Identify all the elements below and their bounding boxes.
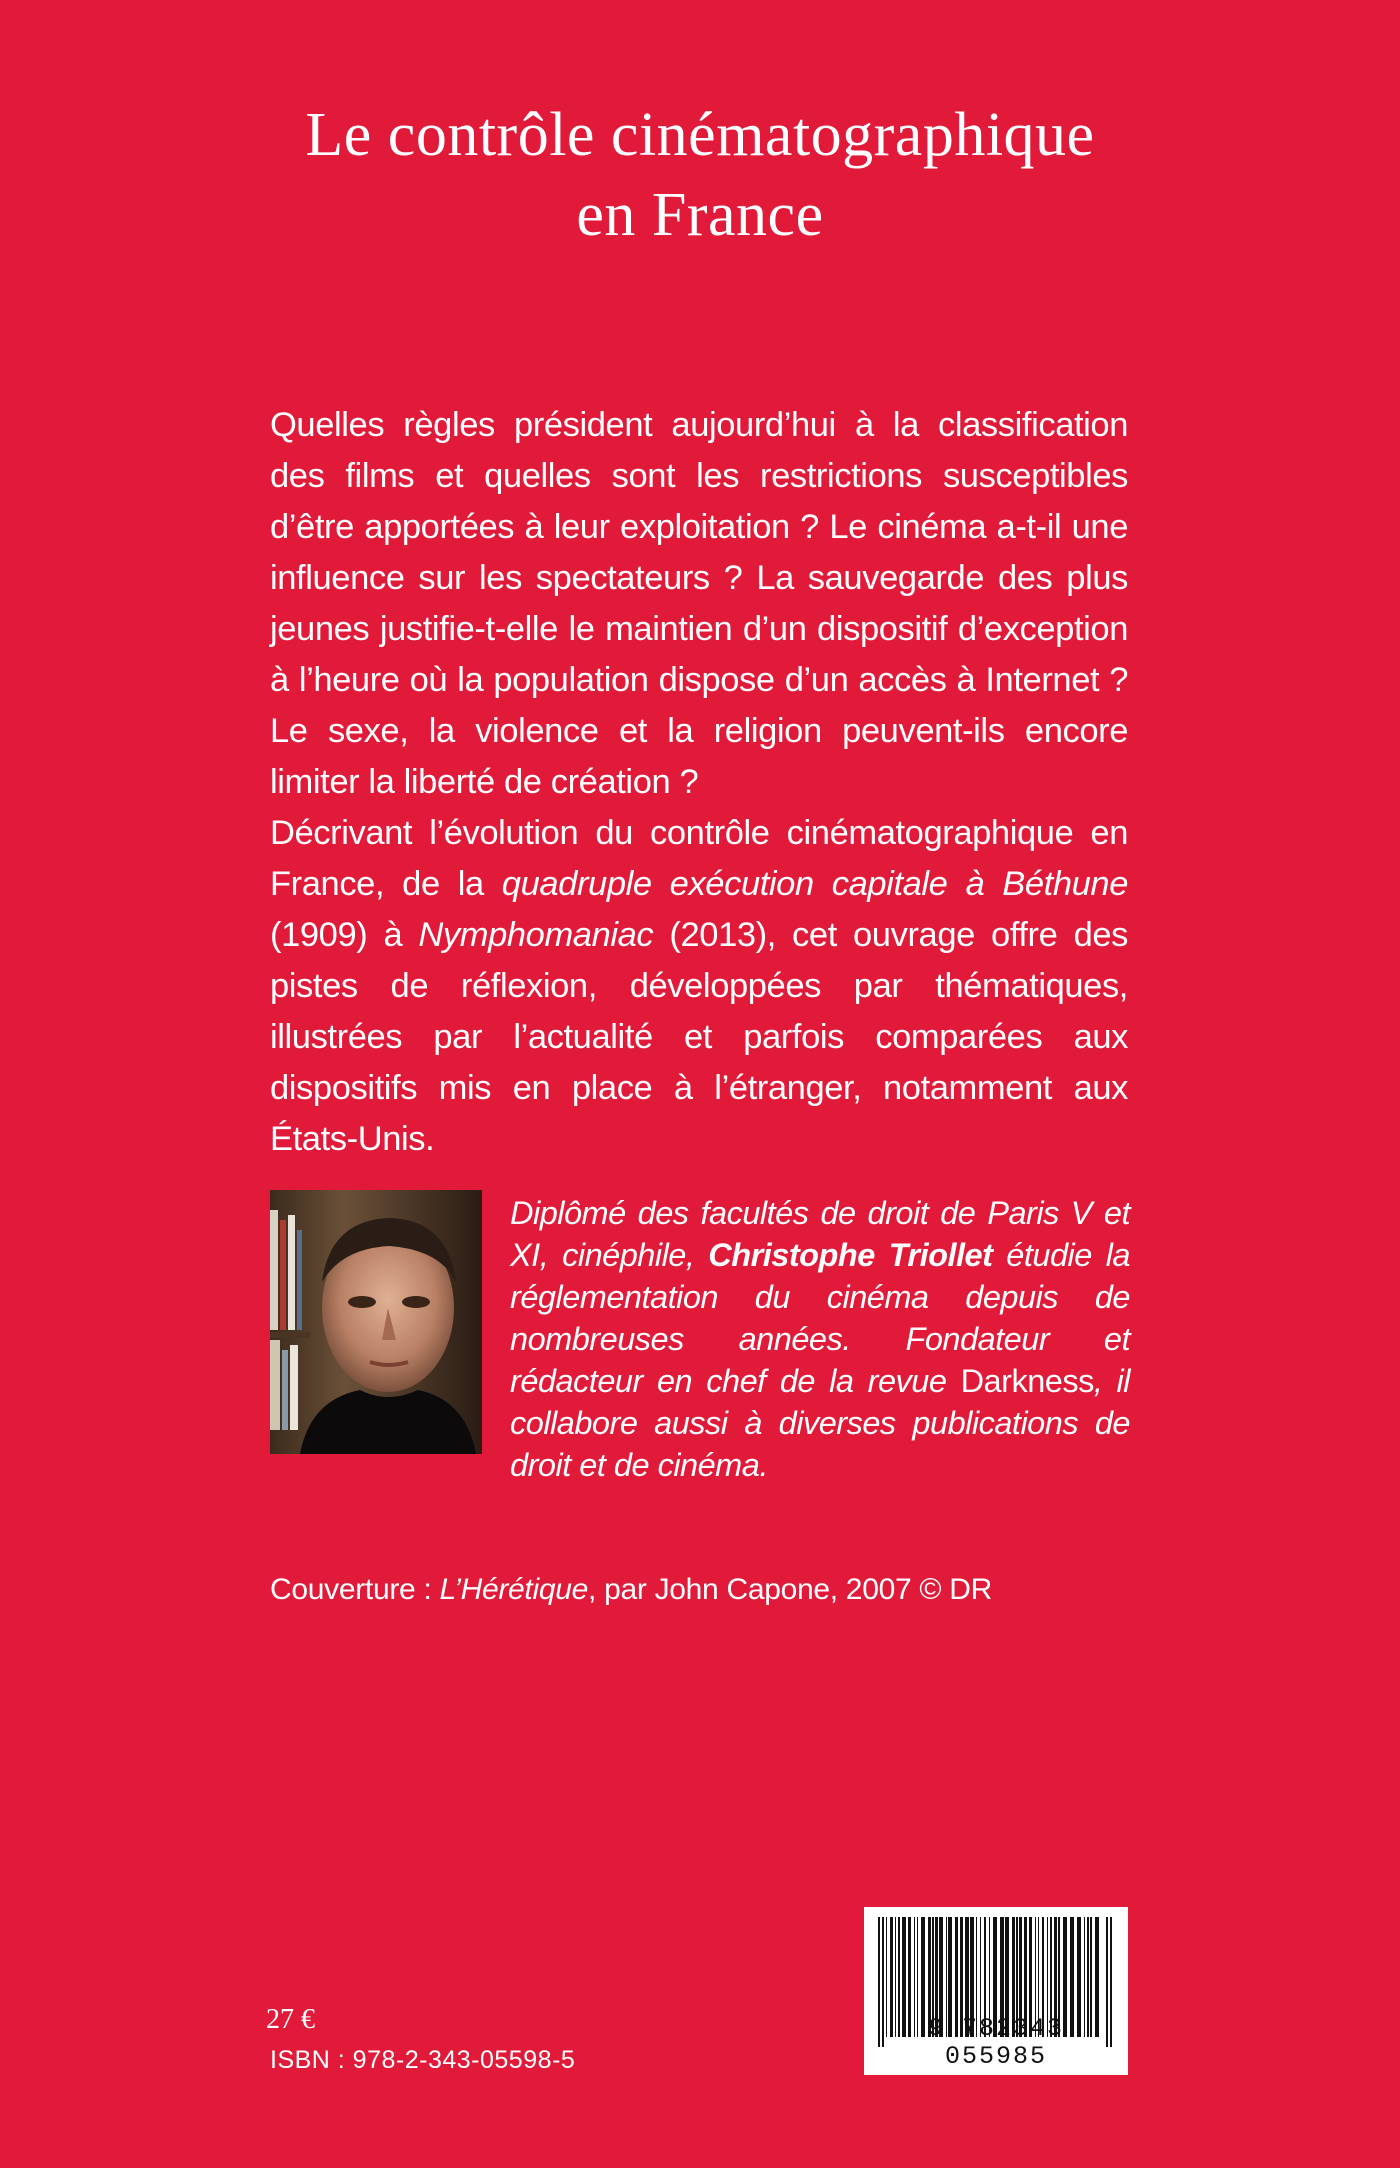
author-portrait-icon bbox=[270, 1190, 482, 1454]
blurb-paragraph-1: Quelles règles président aujourd’hui à la classification des films et quelles sont les restrictions susceptibles d’être apportées à leur exploitation ? Le cinéma a-t-il une influence sur les spectateurs ? La sauvegarde des plus jeunes justifie-t-elle le maintien d’un dispositif d’exception à l’heure où la population dispose d’un accès à Internet ? Le sexe, la violence et la religion peuvent-ils encore limiter la liberté de création ? bbox=[270, 406, 1128, 801]
revue-name: Darkness bbox=[960, 1363, 1094, 1399]
author-bio bbox=[510, 1192, 1130, 1486]
price: 27 € bbox=[266, 2004, 315, 2035]
bio-text-3: , il collabore aussi à diverses publications de droit et de cinéma. bbox=[510, 1363, 1130, 1483]
cover-credit bbox=[270, 1570, 992, 1610]
cover-work-title: L’Hérétique bbox=[439, 1573, 588, 1606]
blurb-p2-text-1: Décrivant l’évolution du contrôle cinématographique en France, de la bbox=[270, 814, 1128, 903]
film-title-nymphomaniac: Nymphomaniac bbox=[418, 916, 654, 954]
blurb-p2-text-3: (2013), cet ouvrage offre des pistes de réflexion, développées par thématiques, illustrées par l’actualité et parfois comparées aux dispositifs mis en place à l’étranger, notamment aux États-Unis. bbox=[270, 916, 1128, 1158]
barcode bbox=[864, 1907, 1128, 2075]
blurb-paragraph-2 bbox=[270, 808, 1128, 1165]
book-title bbox=[180, 95, 1220, 255]
book-title-line-2: en France bbox=[576, 181, 824, 249]
blurb-p2-text-2: (1909) à bbox=[270, 916, 419, 954]
barcode-digits: 9 782343 055985 bbox=[927, 2014, 1065, 2071]
bio-text-1: Diplômé des facultés de droit de Paris V et XI, cinéphile, bbox=[510, 1195, 1130, 1273]
bio-text-2: étudie la réglementation du cinéma depuis de nombreuses années. Fondateur et rédacteur en chef de la revue bbox=[510, 1237, 1131, 1399]
film-title-bethune: quadruple exécution capitale à Béthune bbox=[501, 865, 1128, 903]
author-name: Christophe Triollet bbox=[708, 1237, 993, 1273]
book-title-line-1: Le contrôle cinématographique bbox=[305, 101, 1095, 169]
cover-credit-suffix: , par John Capone, 2007 © DR bbox=[588, 1573, 992, 1606]
cover-credit-prefix: Couverture : bbox=[270, 1573, 440, 1606]
author-photo bbox=[270, 1190, 482, 1454]
isbn: ISBN : 978-2-343-05598-5 bbox=[270, 2046, 576, 2074]
